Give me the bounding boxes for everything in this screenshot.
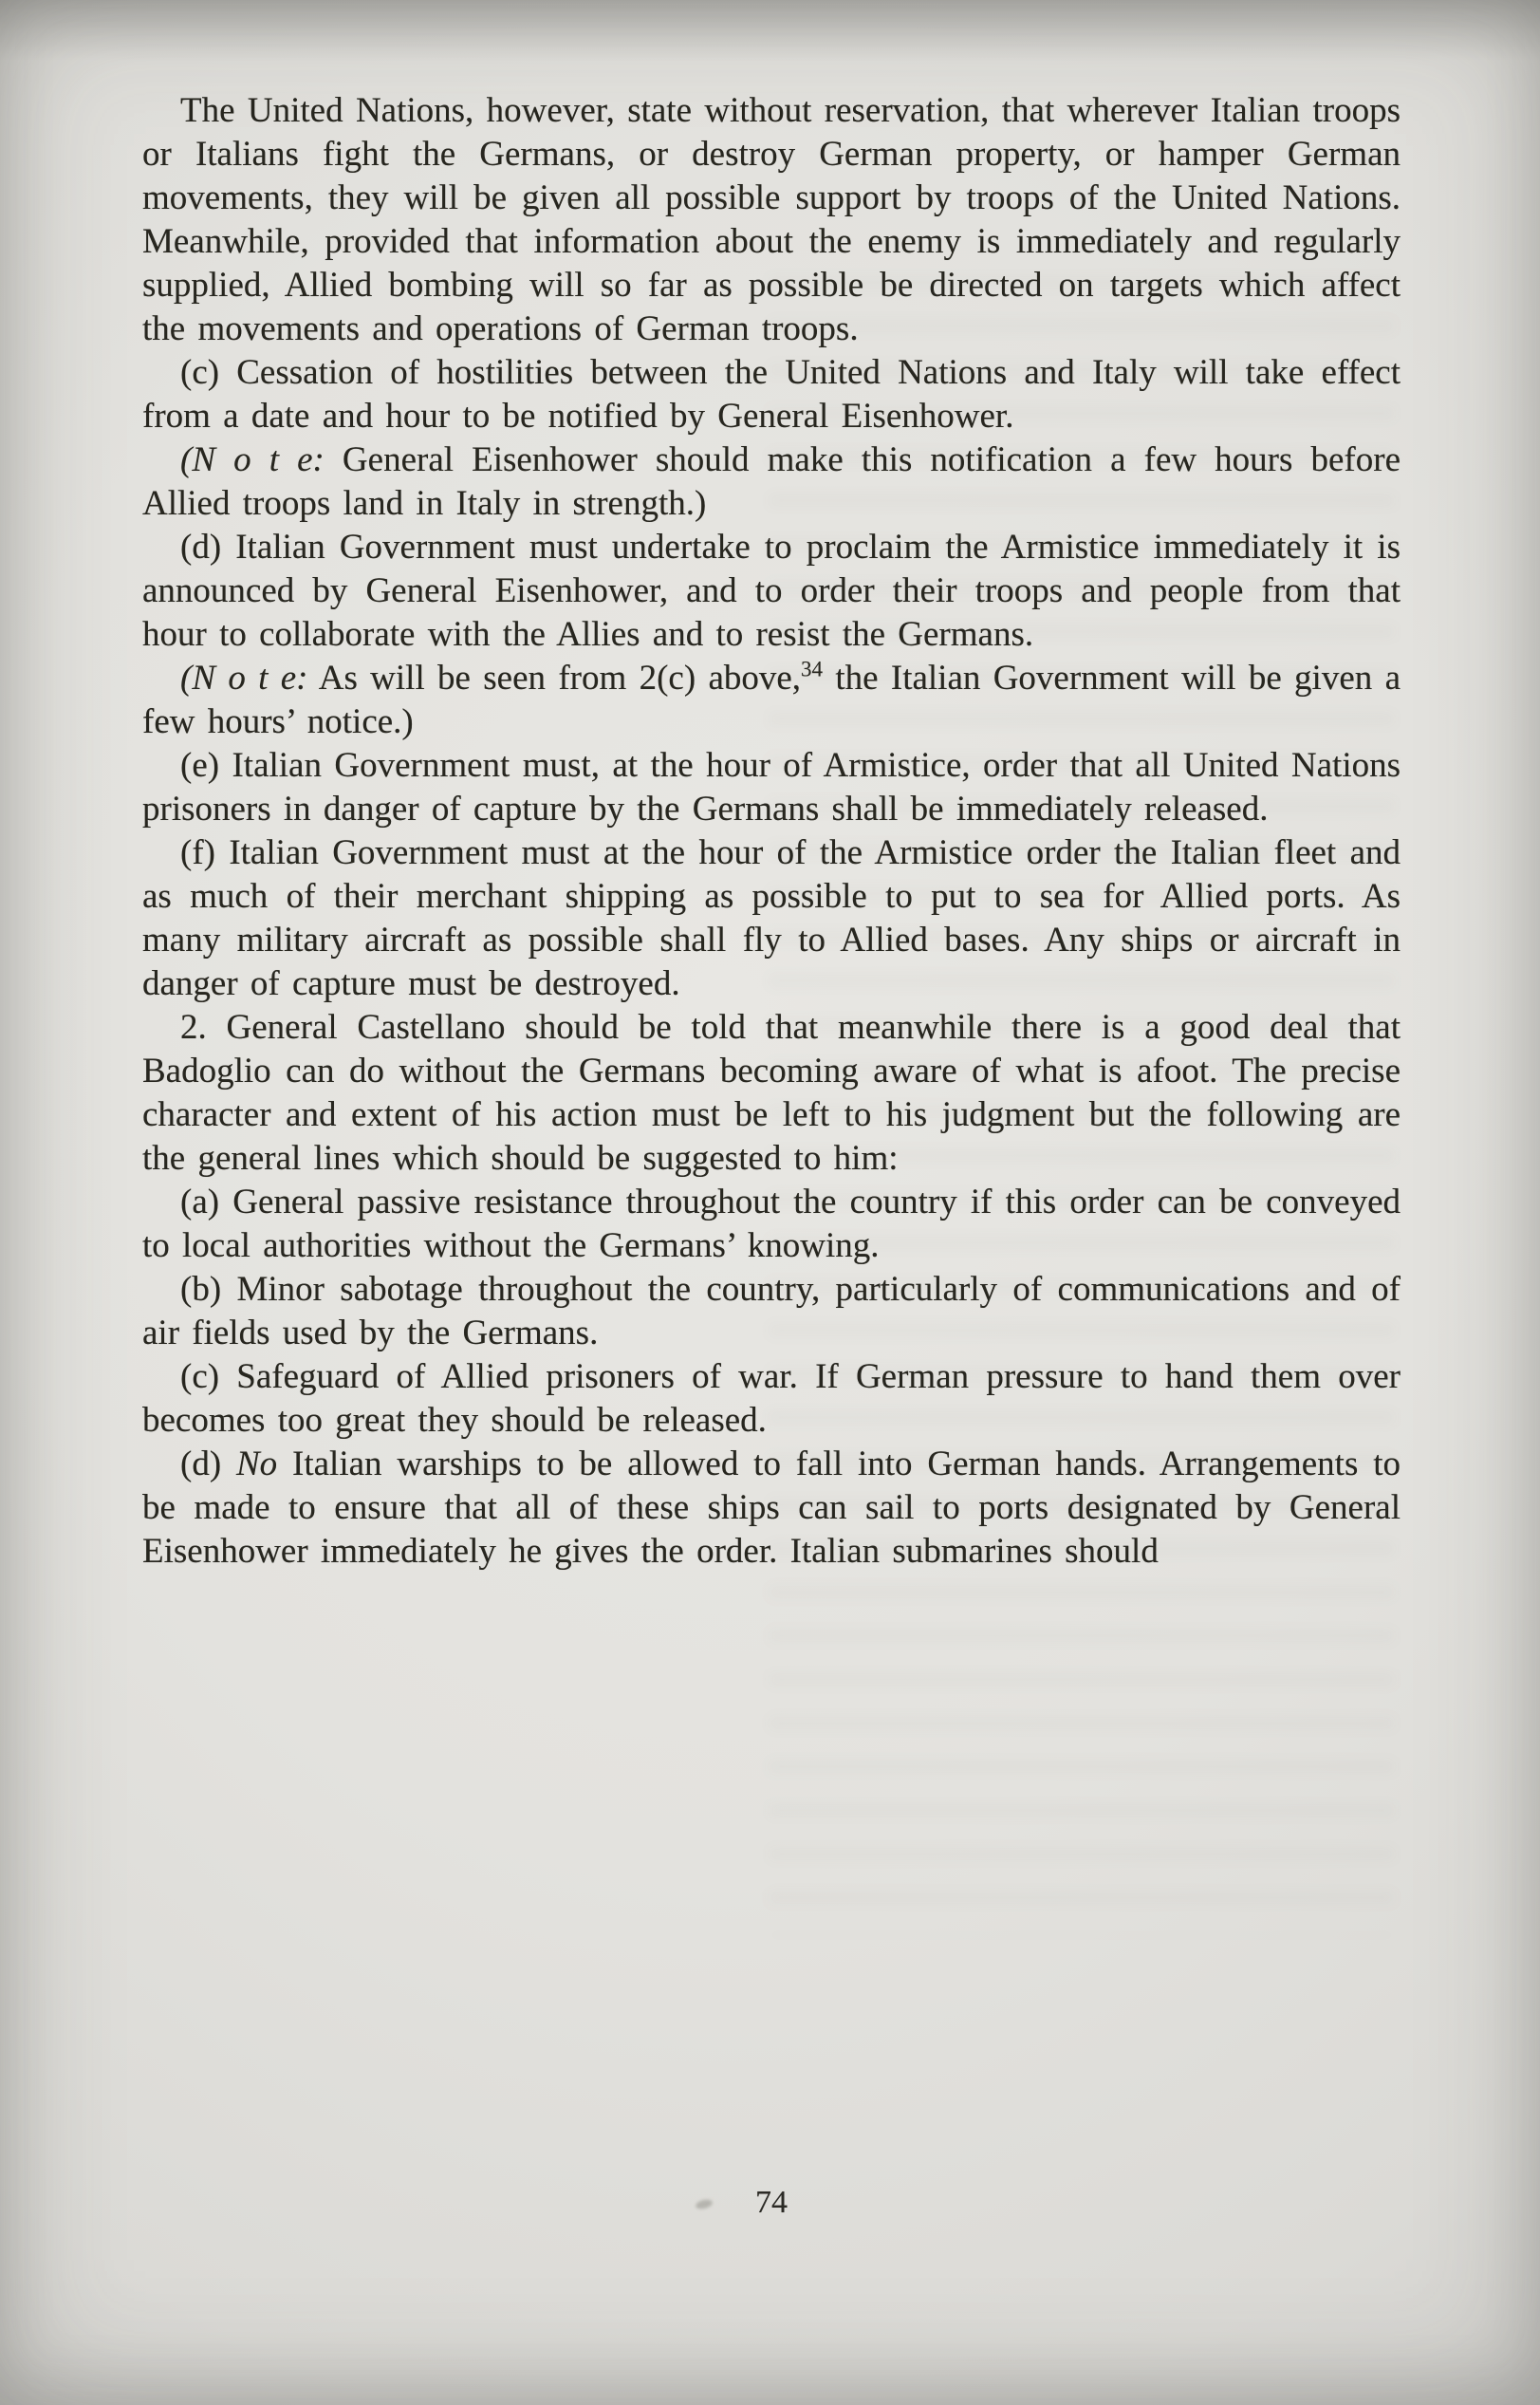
- text-segment: (a) General passive resistance throughout the country if this order can be conveyed to local authorities without the Germans’ knowing.: [142, 1183, 1401, 1265]
- text-segment: (N o t e:: [180, 659, 308, 698]
- text-segment: (b) Minor sabotage throughout the country, particularly of communications and of air fields used by the Germans.: [142, 1270, 1401, 1352]
- text-segment: (c) Cessation of hostilities between the United Nations and Italy will take effect from a date and hour to be notified by General Eisenhower.: [142, 353, 1401, 436]
- paragraph-9: [142, 1181, 1401, 1268]
- text-segment: (e) Italian Government must, at the hour of Armistice, order that all United Nations prisoners in danger of capture by the Germans shall be immediately released.: [142, 746, 1401, 829]
- text-segment: (d): [180, 1445, 236, 1483]
- text-segment: the Italian Government will be given a few hours’ notice.): [142, 659, 1401, 741]
- page-number: 74: [755, 2185, 788, 2220]
- paragraph-3: [142, 438, 1401, 526]
- text-segment: 2. General Castellano should be told that meanwhile there is a good deal that Badoglio can do without the Germans becoming aware of what is afoot. The precise character and extent of his action must be left to his judgment but the following are the general lines which should be suggested to him:: [142, 1008, 1401, 1178]
- paragraph-8: [142, 1006, 1401, 1181]
- paragraph-7: [142, 831, 1401, 1006]
- paragraph-11: [142, 1355, 1401, 1443]
- body-text: [142, 89, 1401, 1574]
- text-segment: The United Nations, however, state without reservation, that wherever Italian troops or Italians fight the Germans, or destroy German property, or hamper German movements, they will be given all possible support by troops of the United Nations. Meanwhile, provided that information about the enemy is immediately and regularly supplied, Allied bombing will so far as possible be directed on targets which affect the movements and operations of German troops.: [142, 91, 1401, 348]
- paragraph-4: [142, 526, 1401, 657]
- paragraph-1: [142, 89, 1401, 351]
- text-segment: As will be seen from 2(c) above,: [307, 659, 802, 698]
- text-segment: No: [236, 1445, 278, 1483]
- text-segment: (N o t e:: [180, 440, 325, 479]
- text-segment: (d) Italian Government must undertake to proclaim the Armistice immediately it is announced by General Eisenhower, and to order their troops and people from that hour to collaborate with the Allies and to resist the Germans.: [142, 528, 1401, 654]
- paragraph-6: [142, 744, 1401, 831]
- text-segment: (c) Safeguard of Allied prisoners of war. If German pressure to hand them over becomes too great they should be released.: [142, 1357, 1401, 1440]
- page-footer: [142, 2185, 1401, 2221]
- paragraph-2: [142, 351, 1401, 438]
- text-segment: 34: [801, 657, 824, 681]
- text-segment: (f) Italian Government must at the hour of the Armistice order the Italian fleet and as much of their merchant shipping as possible to put to sea for Allied ports. As many military aircraft as possible shall fly to Allied bases. Any ships or aircraft in danger of capture must be destroyed.: [142, 833, 1401, 1003]
- text-segment: Italian warships to be allowed to fall into German hands. Arrangements to be made to ensure that all of these ships can sail to ports designated by General Eisenhower immediately he gives the order. Italian submarines should: [142, 1445, 1401, 1571]
- paragraph-10: [142, 1268, 1401, 1355]
- scan-smudge-artifact: [695, 2198, 714, 2210]
- text-segment: General Eisenhower should make this notification a few hours before Allied troops land in Italy in strength.): [142, 440, 1401, 523]
- paragraph-12: [142, 1443, 1401, 1574]
- paragraph-5: [142, 657, 1401, 744]
- scan-top-edge-shadow: [0, 0, 1540, 61]
